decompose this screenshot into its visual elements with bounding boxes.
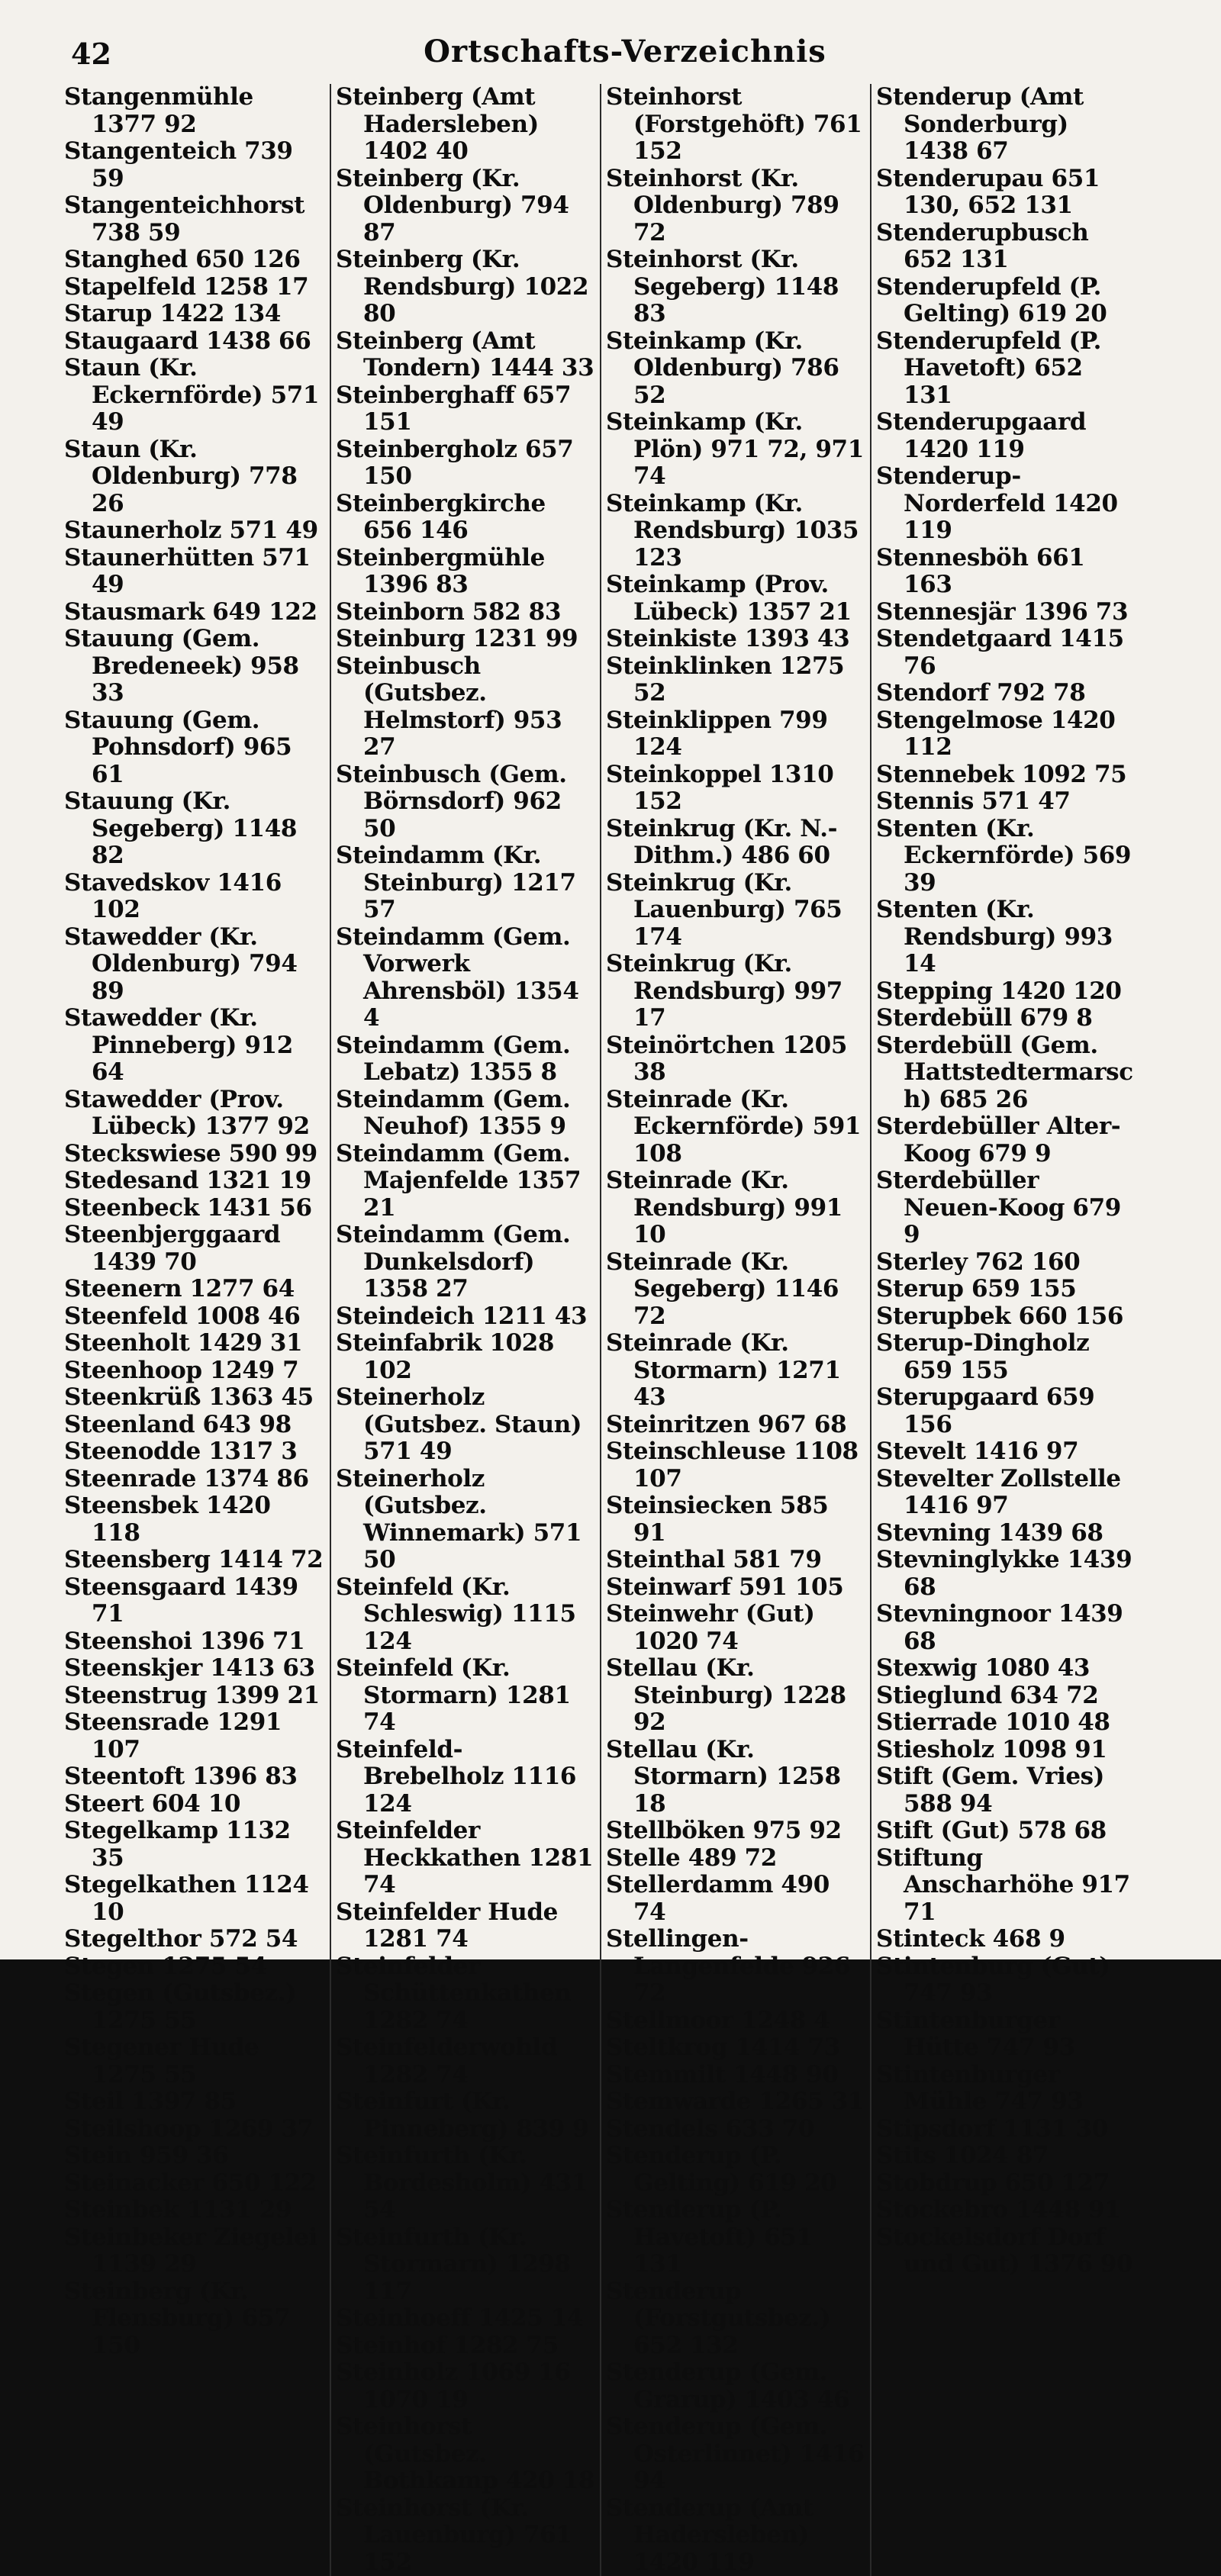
index-entry: Staunerhütten 571 49 (64, 545, 325, 599)
index-entry: Steinbergholz 657 150 (336, 436, 595, 491)
index-entry: Steenshoi 1396 71 (64, 1628, 325, 1656)
index-entry: Stinteck 468 9 (876, 1926, 1136, 1953)
index-entry: Steinkamp (Kr. Oldenburg) 786 52 (606, 328, 865, 410)
index-entry: Stintenburg (Gut) 747 93 (876, 1953, 1136, 2008)
index-entry: Stenderup (P. Havetoft) 651 131 (606, 2197, 865, 2278)
index-entry: Steinhorst (Forstgehöft) 761 152 (606, 84, 865, 166)
index-entry: Steindamm (Gem. Lebatz) 1355 8 (336, 1032, 595, 1087)
index-entry: Steenodde 1317 3 (64, 1438, 325, 1466)
index-entry: Steinkrug (Kr. N.-Dithm.) 486 60 (606, 816, 865, 870)
index-entry: Steinfurth (Kr. Bordesholm) 431 54 (336, 2143, 595, 2224)
index-entry: Stawedder (Prov. Lübeck) 1377 92 (64, 1087, 325, 1141)
index-entry: Staun (Kr. Oldenburg) 778 26 (64, 436, 325, 518)
index-entry: Stennesböh 661 163 (876, 545, 1136, 599)
index-entry: Stenderup (Amt Sonderburg) 1438 67 (876, 84, 1136, 166)
index-entry: Steenrade 1374 86 (64, 1466, 325, 1493)
index-entry: Steinwarf 591 105 (606, 1574, 865, 1602)
index-entry: Sterdebüll (Gem. Hattstedtermarsch) 685 26 (876, 1032, 1136, 1114)
index-entry: Steindamm (Gem. Neuhof) 1355 9 (336, 1087, 595, 1141)
index-entry: Steinrade (Kr. Stormarn) 1271 43 (606, 1330, 865, 1412)
index-entry: Stennesjär 1396 73 (876, 599, 1136, 626)
index-columns (60, 84, 1190, 2576)
index-entry: Steenholt 1429 31 (64, 1330, 325, 1357)
index-entry: Stevelter Zollstelle 1416 97 (876, 1466, 1136, 1520)
index-entry: Stepping 1420 120 (876, 978, 1136, 1006)
index-entry: Sterupbek 660 156 (876, 1303, 1136, 1331)
index-entry: Steinfurth (Kr. Stormarn) 1298 117 (336, 2224, 595, 2306)
index-entry: Steinhorst (Kr. Lauenburg) 761 152 (336, 2495, 595, 2576)
index-entry: Steinfurt (Kr. Pinneberg) 839 9 (336, 2088, 595, 2143)
index-entry: Stipsdorf 1131 30 (876, 2116, 1136, 2143)
index-entry: Steinörtchen 1205 38 (606, 1032, 865, 1087)
index-entry: Steenbeck 1431 56 (64, 1195, 325, 1222)
index-entry: Stawedder (Kr. Pinneberg) 912 64 (64, 1005, 325, 1087)
index-entry: Stemmilt 1448 90 (606, 2062, 865, 2089)
index-column-4 (870, 84, 1140, 2576)
index-entry: Steinfelder Heckkathen 1281 74 (336, 1818, 595, 1899)
index-column-3 (600, 84, 870, 2576)
index-entry: Steinberg (Kr. Flensburg) 657 150 (64, 2278, 325, 2360)
index-entry: Stegelthor 572 54 (64, 1926, 325, 1953)
index-entry: Steinkamp (Kr. Plön) 971 72, 971 74 (606, 409, 865, 491)
index-entry: Stenten (Kr. Rendsburg) 993 14 (876, 897, 1136, 978)
index-entry: Steinritzen 967 68 (606, 1412, 865, 1439)
index-entry: Steinhof 1282 75 (336, 2333, 595, 2360)
index-entry: Steindamm (Kr. Steinburg) 1217 57 (336, 842, 595, 924)
index-entry: Steinerholz (Gutsbez. Staun) 571 49 (336, 1384, 595, 1466)
index-entry: Starup 1422 134 (64, 301, 325, 328)
index-entry: Steltkrog 1414 73 (606, 2034, 865, 2062)
index-entry: Stenderupbusch 652 131 (876, 220, 1136, 274)
index-entry: Stenderup-Norderfeld 1420 119 (876, 463, 1136, 545)
index-entry: Stiesholz 1098 91 (876, 1737, 1136, 1764)
index-entry: Stengelmose 1420 112 (876, 707, 1136, 762)
index-entry: Stegener Hude 1275 55 (64, 2034, 325, 2088)
index-entry: Sterup 659 155 (876, 1276, 1136, 1303)
index-entry: Stausmark 649 122 (64, 599, 325, 626)
index-entry: Stangenmühle 1377 92 (64, 84, 325, 138)
index-entry: Stierrade 1010 48 (876, 1709, 1136, 1737)
index-entry: Steinbergmühle 1396 83 (336, 545, 595, 599)
index-entry: Steensberg 1414 72 (64, 1547, 325, 1574)
index-entry: Steenstrug 1399 21 (64, 1682, 325, 1710)
index-entry: Steinwehr (Gut) 1020 74 (606, 1601, 865, 1655)
index-entry: Stedesand 1321 19 (64, 1167, 325, 1195)
index-entry: Stegen (Gutsbez.) 1275 55 (64, 1980, 325, 2034)
index-entry: Steenbjerggaard 1439 70 (64, 1222, 325, 1276)
index-entry: Stennis 571 47 (876, 788, 1136, 816)
index-entry: Sterdebüller Neuen-Koog 679 9 (876, 1167, 1136, 1249)
index-entry: Steinkrug (Kr. Rendsburg) 997 17 (606, 951, 865, 1032)
index-entry: Steinkoppel 1310 152 (606, 762, 865, 816)
index-entry: Stockelsdorf Dorf und Gut) 1376 90 (876, 2224, 1136, 2278)
index-entry: Stendetgaard 1415 76 (876, 626, 1136, 680)
index-entry: Stellmoor 1248 4 (606, 2008, 865, 2035)
index-entry: Steinkiste 1393 43 (606, 626, 865, 653)
index-entry: Sterdebüller Alter-Koog 679 9 (876, 1113, 1136, 1167)
index-entry: Stauung (Gem. Pohnsdorf) 965 61 (64, 707, 325, 789)
index-entry: Steinhorst (Kr. Segeberg) 1148 83 (606, 246, 865, 328)
index-entry: Steinhorst (Kr. Oldenburg) 789 72 (606, 166, 865, 247)
index-entry: Steenland 643 98 (64, 1412, 325, 1439)
index-entry: Steinfeld (Kr. Schleswig) 1115 124 (336, 1574, 595, 1656)
index-entry: Steinfelder Hude 1281 74 (336, 1899, 595, 1953)
index-entry: Steinfeld-Brebelholz 1116 124 (336, 1737, 595, 1818)
index-entry: Sterdebüll 679 8 (876, 1005, 1136, 1032)
index-entry: Steinbek 1131 29 (64, 2197, 325, 2224)
index-entry: Steindamm (Gem. Dunkelsdorf) 1358 27 (336, 1222, 595, 1303)
index-entry: Steenfeld 1008 46 (64, 1303, 325, 1331)
index-entry: Stangenteichhorst 738 59 (64, 192, 325, 246)
index-entry: Stenderupgaard 1420 119 (876, 409, 1136, 463)
index-entry: Steinrade (Kr. Eckernförde) 591 108 (606, 1087, 865, 1168)
index-entry: Stenten (Kr. Eckernförde) 569 39 (876, 816, 1136, 897)
index-entry: Steenern 1277 64 (64, 1276, 325, 1303)
index-entry: Stanghed 650 126 (64, 246, 325, 274)
index-entry: Steinbusch (Gutsbez. Helmstorf) 953 27 (336, 653, 595, 762)
index-entry: Stexwig 1080 43 (876, 1655, 1136, 1682)
index-entry: Steinkamp (Kr. Rendsburg) 1035 123 (606, 491, 865, 572)
index-entry: Steensbek 1420 118 (64, 1492, 325, 1547)
index-entry: Steinerholz (Gutsbez. Winnemark) 571 50 (336, 1466, 595, 1574)
index-entry: Steinberg (Amt Hadersleben) 1402 40 (336, 84, 595, 166)
index-entry: Stelle 489 72 (606, 1845, 865, 1872)
index-entry: Stavedskov 1416 102 (64, 870, 325, 924)
index-entry: Stennebek 1092 75 (876, 762, 1136, 789)
index-entry: Steinfabrik 1028 102 (336, 1330, 595, 1384)
index-entry: Stellerdamm 490 74 (606, 1872, 865, 1926)
index-entry: Steert 604 10 (64, 1791, 325, 1818)
index-entry: Stemwarde 1265 31 (606, 2088, 865, 2116)
index-entry: Stevningnoor 1439 68 (876, 1601, 1136, 1655)
index-entry: Steindamm (Gem. Majenfelde 1357 21 (336, 1141, 595, 1222)
index-entry: Stendorf 792 78 (876, 680, 1136, 707)
index-entry: Steinklinken 1275 52 (606, 653, 865, 707)
index-entry: Steinrade (Kr. Rendsburg) 991 10 (606, 1167, 865, 1249)
index-entry: Steinsiecken 585 91 (606, 1492, 865, 1547)
index-entry: Sterley 762 160 (876, 1249, 1136, 1277)
index-entry: Staugaard 1438 66 (64, 328, 325, 356)
index-entry: Sterup-Dingholz 659 155 (876, 1330, 1136, 1384)
index-entry: Stenderup (Gem. Osterlinnet) 1416 94 (606, 2413, 865, 2495)
index-entry: Steinklippen 799 124 (606, 707, 865, 762)
index-entry: Stieglund 634 72 (876, 1682, 1136, 1710)
index-entry: Stellau (Kr. Stormarn) 1258 18 (606, 1737, 865, 1818)
index-column-1 (60, 84, 330, 2576)
index-entry: Stenderup (Amt Hadersleben) 1420 119 (606, 2495, 865, 2576)
index-entry: Steinrade (Kr. Segeberg) 1146 72 (606, 1249, 865, 1331)
index-entry: Steinthal 581 79 (606, 1547, 865, 1574)
index-entry: Stenderup (Gem. Grarup) 1403 46 (606, 2359, 865, 2413)
index-entry: Steentoft 1396 83 (64, 1763, 325, 1791)
index-entry: Steinborn 582 83 (336, 599, 595, 626)
index-entry: Sterupgaard 659 156 (876, 1384, 1136, 1438)
index-entry: Steinberg (Kr. Oldenburg) 794 87 (336, 166, 595, 247)
index-entry: Stendels 633 70 (606, 2116, 865, 2143)
index-entry: Steinberghaff 657 151 (336, 382, 595, 436)
index-entry: Steinhorst (Gutsbez. Bothkamp 420 18 (336, 2413, 595, 2495)
index-entry: Stenderupfeld (P. Havetoft) 652 131 (876, 328, 1136, 410)
index-entry: Stapelfeld 1258 17 (64, 274, 325, 301)
index-entry: Stellingen-Langenfelde 926 72 (606, 1926, 865, 2008)
index-entry: Steil 1397 85 (64, 2088, 325, 2116)
index-entry: Stellau (Kr. Steinburg) 1228 92 (606, 1655, 865, 1737)
index-entry: Stawedder (Kr. Oldenburg) 794 89 (64, 924, 325, 1006)
index-entry: Steinacker 650 122 (64, 2170, 325, 2198)
index-entry: Stits 1024 87 (876, 2143, 1136, 2170)
index-entry: Stift (Gem. Vries) 588 94 (876, 1763, 1136, 1818)
index-entry: Steinschleuse 1108 107 (606, 1438, 865, 1492)
index-entry: Steinfelder Schüttenkathen 1282 74 (336, 1953, 595, 2035)
index-entry: Steenkrüß 1363 45 (64, 1384, 325, 1412)
index-entry: Stintenburger Mühle 747 93 (876, 2062, 1136, 2116)
index-entry: Stauung (Gem. Bredeneek) 958 33 (64, 626, 325, 707)
index-entry: Steinkrug (Kr. Lauenburg) 765 174 (606, 870, 865, 952)
index-entry: Stenderup (P. Gelting) 619 20 (606, 2143, 865, 2197)
index-entry: Steenskjer 1413 63 (64, 1655, 325, 1682)
index-entry: Steckswiese 590 99 (64, 1141, 325, 1168)
index-entry: Stein 959 36 (64, 2143, 325, 2170)
page-header (60, 31, 1190, 84)
index-entry: Steinholz 1069 16 1070 19 (336, 2359, 595, 2413)
index-entry: Staun (Kr. Eckernförde) 571 49 (64, 355, 325, 436)
index-entry: Stenderupau 651 130, 652 131 (876, 166, 1136, 220)
index-column-2 (330, 84, 600, 2576)
index-entry: Stevninglykke 1439 68 (876, 1547, 1136, 1601)
index-entry: Steindeich 1211 43 (336, 1303, 595, 1331)
index-entry: Steenhoop 1249 7 (64, 1357, 325, 1385)
index-entry: Stobdrup 650 127 (876, 2170, 1136, 2198)
index-entry: Stegelkathen 1124 10 (64, 1872, 325, 1926)
index-entry: Stellböken 975 92 (606, 1818, 865, 1845)
index-entry: Steensrade 1291 107 (64, 1709, 325, 1763)
index-entry: Stenderup (Forstgutsbez.) 652 132 (606, 2278, 865, 2360)
index-entry: Stegen 1275 54 (64, 1953, 325, 1981)
index-entry: Stauung (Kr. Segeberg) 1148 82 (64, 788, 325, 870)
index-entry: Steindamm (Gem. Vorwerk Ahrensböl) 1354 4 (336, 924, 595, 1032)
index-entry: Steilshoop 1269 37 (64, 2116, 325, 2143)
index-entry: Stift (Gut) 578 68 (876, 1818, 1136, 1845)
index-entry: Steinfelderwohld 1282 74 (336, 2034, 595, 2088)
index-entry: Stevning 1439 68 (876, 1520, 1136, 1547)
page-title: Ortschafts-Verzeichnis (60, 34, 1190, 69)
index-entry: Steinberg (Kr. Rendsburg) 1022 80 (336, 246, 595, 328)
index-entry: Stintenburger Hütte 747 93 (876, 2008, 1136, 2062)
index-entry: Stangenteich 739 59 (64, 138, 325, 192)
index-entry: Stiftung Anscharhöhe 917 71 (876, 1845, 1136, 1927)
index-entry: Steinbeker Ziegelei 1139 29 (64, 2224, 325, 2278)
index-entry: Steinbusch (Gem. Börnsdorf) 962 50 (336, 762, 595, 843)
index-entry: Stenderupfeld (P. Gelting) 619 20 (876, 274, 1136, 328)
index-entry: Steinbergkirche 656 146 (336, 491, 595, 545)
index-entry: Steinberg (Amt Tondern) 1444 33 (336, 328, 595, 382)
page-number: 42 (71, 37, 111, 71)
index-entry: Stegelkamp 1132 35 (64, 1818, 325, 1872)
index-entry: Steinburg 1231 99 (336, 626, 595, 653)
index-entry: Steensgaard 1439 71 (64, 1574, 325, 1628)
index-entry: Stockebro 1448 91 (876, 2197, 1136, 2224)
index-entry: Stevelt 1416 97 (876, 1438, 1136, 1466)
index-entry: Steinkamp (Prov. Lübeck) 1357 21 (606, 572, 865, 626)
index-entry: Steinfeld (Kr. Stormarn) 1281 74 (336, 1655, 595, 1737)
index-entry: Staunerholz 571 49 (64, 517, 325, 545)
index-entry: Steinhoeff 1425 14 (336, 2305, 595, 2333)
